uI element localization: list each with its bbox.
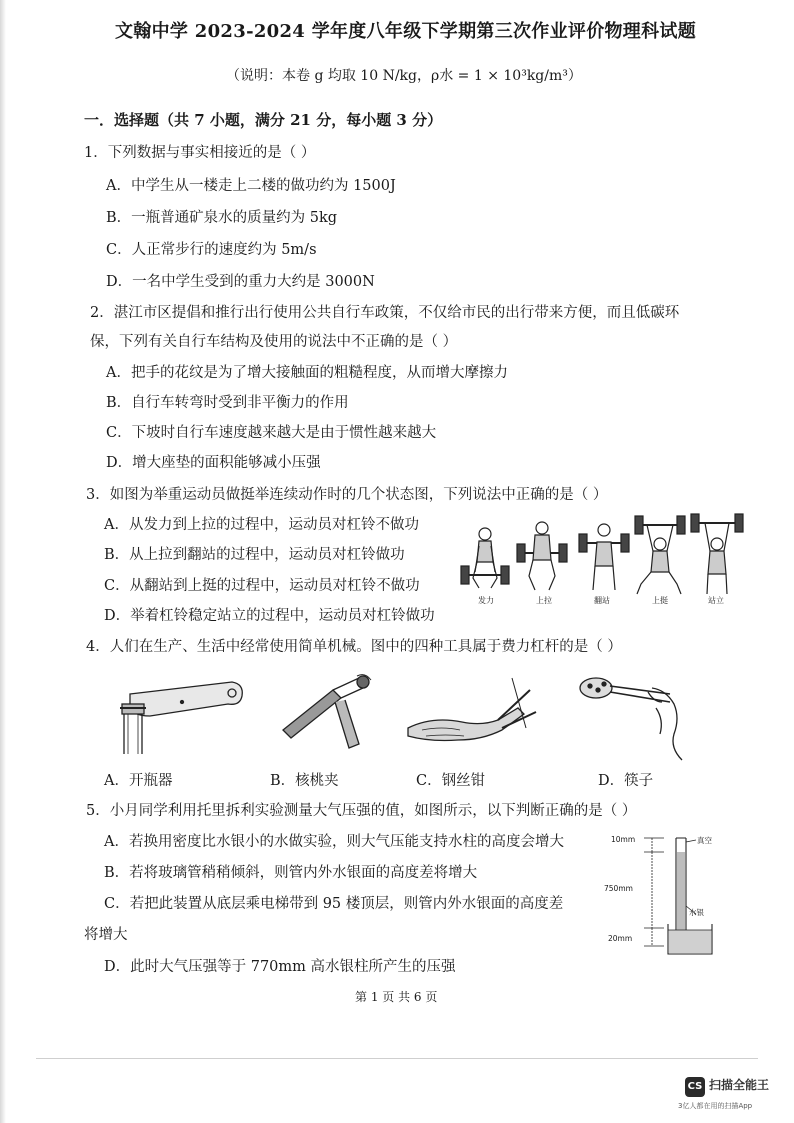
bottle-opener-drawing xyxy=(110,672,250,762)
pliers-drawing xyxy=(402,670,542,765)
question-4-option-b: B．核桃夹 xyxy=(270,773,339,789)
question-4-option-a: A．开瓶器 xyxy=(104,773,173,789)
question-2-option-b: B．自行车转弯时受到非平衡力的作用 xyxy=(106,395,349,411)
page-number: 第 1 页 共 6 页 xyxy=(355,990,438,1004)
question-3-option-a: A．从发力到上拉的过程中，运动员对杠铃不做功 xyxy=(104,517,419,533)
weightlifting-label-2: 上拉 xyxy=(536,596,552,605)
page-bottom-divider xyxy=(36,1058,758,1059)
question-5-stem: 5．小月同学利用托里拆利实验测量大气压强的值，如图所示，以下判断正确的是（ ） xyxy=(86,803,637,819)
question-2-stem-line-1: 2．湛江市区提倡和推行出行使用公共自行车政策，不仅给市民的出行带来方便，而且低碳环 xyxy=(90,305,680,321)
question-3-option-c: C．从翻站到上挺的过程中，运动员对杠铃不做功 xyxy=(104,578,420,594)
question-1-option-a: A．中学生从一楼走上二楼的做功约为 1500J xyxy=(106,178,396,194)
question-5-option-d: D．此时大气压强等于 770mm 高水银柱所产生的压强 xyxy=(104,959,456,975)
torricelli-figure xyxy=(640,836,720,961)
weightlifting-label-4: 上挺 xyxy=(652,596,668,605)
question-2-stem-line-2: 保，下列有关自行车结构及使用的说法中不正确的是（ ） xyxy=(90,334,458,350)
question-5-option-b: B．若将玻璃管稍稍倾斜，则管内外水银面的高度差将增大 xyxy=(104,865,478,881)
exam-note: （说明：本卷 g 均取 10 N/kg，ρ水 = 1 × 10³kg/m³） xyxy=(226,68,582,84)
question-5-option-a: A．若换用密度比水银小的水做实验，则大气压能支持水柱的高度会增大 xyxy=(104,834,564,850)
weightlifting-label-5: 站立 xyxy=(708,596,724,605)
question-5-option-c-continued: 将增大 xyxy=(84,927,128,943)
question-2-option-d: D．增大座垫的面积能够减小压强 xyxy=(106,455,321,471)
torricelli-label-vacuum: 真空 xyxy=(697,836,712,845)
torricelli-label-middle: 750mm xyxy=(604,884,633,893)
weightlifting-label-3: 翻站 xyxy=(594,596,610,605)
nutcracker-drawing xyxy=(275,668,385,763)
question-3-stem: 3．如图为举重运动员做挺举连续动作时的几个状态图，下列说法中正确的是（ ） xyxy=(86,487,608,503)
scanner-logo-icon: CS xyxy=(685,1077,705,1097)
question-1-option-b: B．一瓶普通矿泉水的质量约为 5kg xyxy=(106,210,338,226)
scanner-app-name: 扫描全能王 xyxy=(709,1078,770,1092)
question-3-option-b: B．从上拉到翻站的过程中，运动员对杠铃做功 xyxy=(104,547,405,563)
question-5-option-c: C．若把此装置从底层乘电梯带到 95 楼顶层，则管内外水银面的高度差 xyxy=(104,896,564,912)
question-4-option-d: D．筷子 xyxy=(598,773,654,789)
question-1-stem: 1．下列数据与事实相接近的是（ ） xyxy=(84,145,316,161)
exam-title: 文翰中学 2023-2024 学年度八年级下学期第三次作业评价物理科试题 xyxy=(115,21,696,42)
scan-edge-shadow xyxy=(0,0,6,1123)
scanner-app-tagline: 3亿人都在用的扫描App xyxy=(678,1102,753,1110)
chopsticks-figure xyxy=(570,668,695,763)
question-1-option-d: D．一名中学生受到的重力大约是 3000N xyxy=(106,274,375,290)
question-2-option-a: A．把手的花纹是为了增大接触面的粗糙程度，从而增大摩擦力 xyxy=(106,365,508,381)
pliers-figure xyxy=(402,670,542,765)
section-heading: 一．选择题（共 7 小题，满分 21 分，每小题 3 分） xyxy=(84,111,443,129)
torricelli-label-mercury: 水银 xyxy=(689,908,704,917)
question-3-option-d: D．举着杠铃稳定站立的过程中，运动员对杠铃做功 xyxy=(104,608,435,624)
torricelli-label-top: 10mm xyxy=(611,835,636,844)
torricelli-drawing xyxy=(640,836,720,961)
question-4-stem: 4．人们在生产、生活中经常使用简单机械。图中的四种工具属于费力杠杆的是（ ） xyxy=(86,639,622,655)
question-4-option-c: C．钢丝钳 xyxy=(416,773,486,789)
chopsticks-drawing xyxy=(570,668,695,763)
nutcracker-figure xyxy=(275,668,385,763)
weightlifting-label-1: 发力 xyxy=(478,596,494,605)
question-1-option-c: C．人正常步行的速度约为 5m/s xyxy=(106,242,317,258)
bottle-opener-figure xyxy=(110,672,250,762)
question-2-option-c: C．下坡时自行车速度越来越大是由于惯性越来越大 xyxy=(106,425,437,441)
torricelli-label-bottom: 20mm xyxy=(608,934,633,943)
